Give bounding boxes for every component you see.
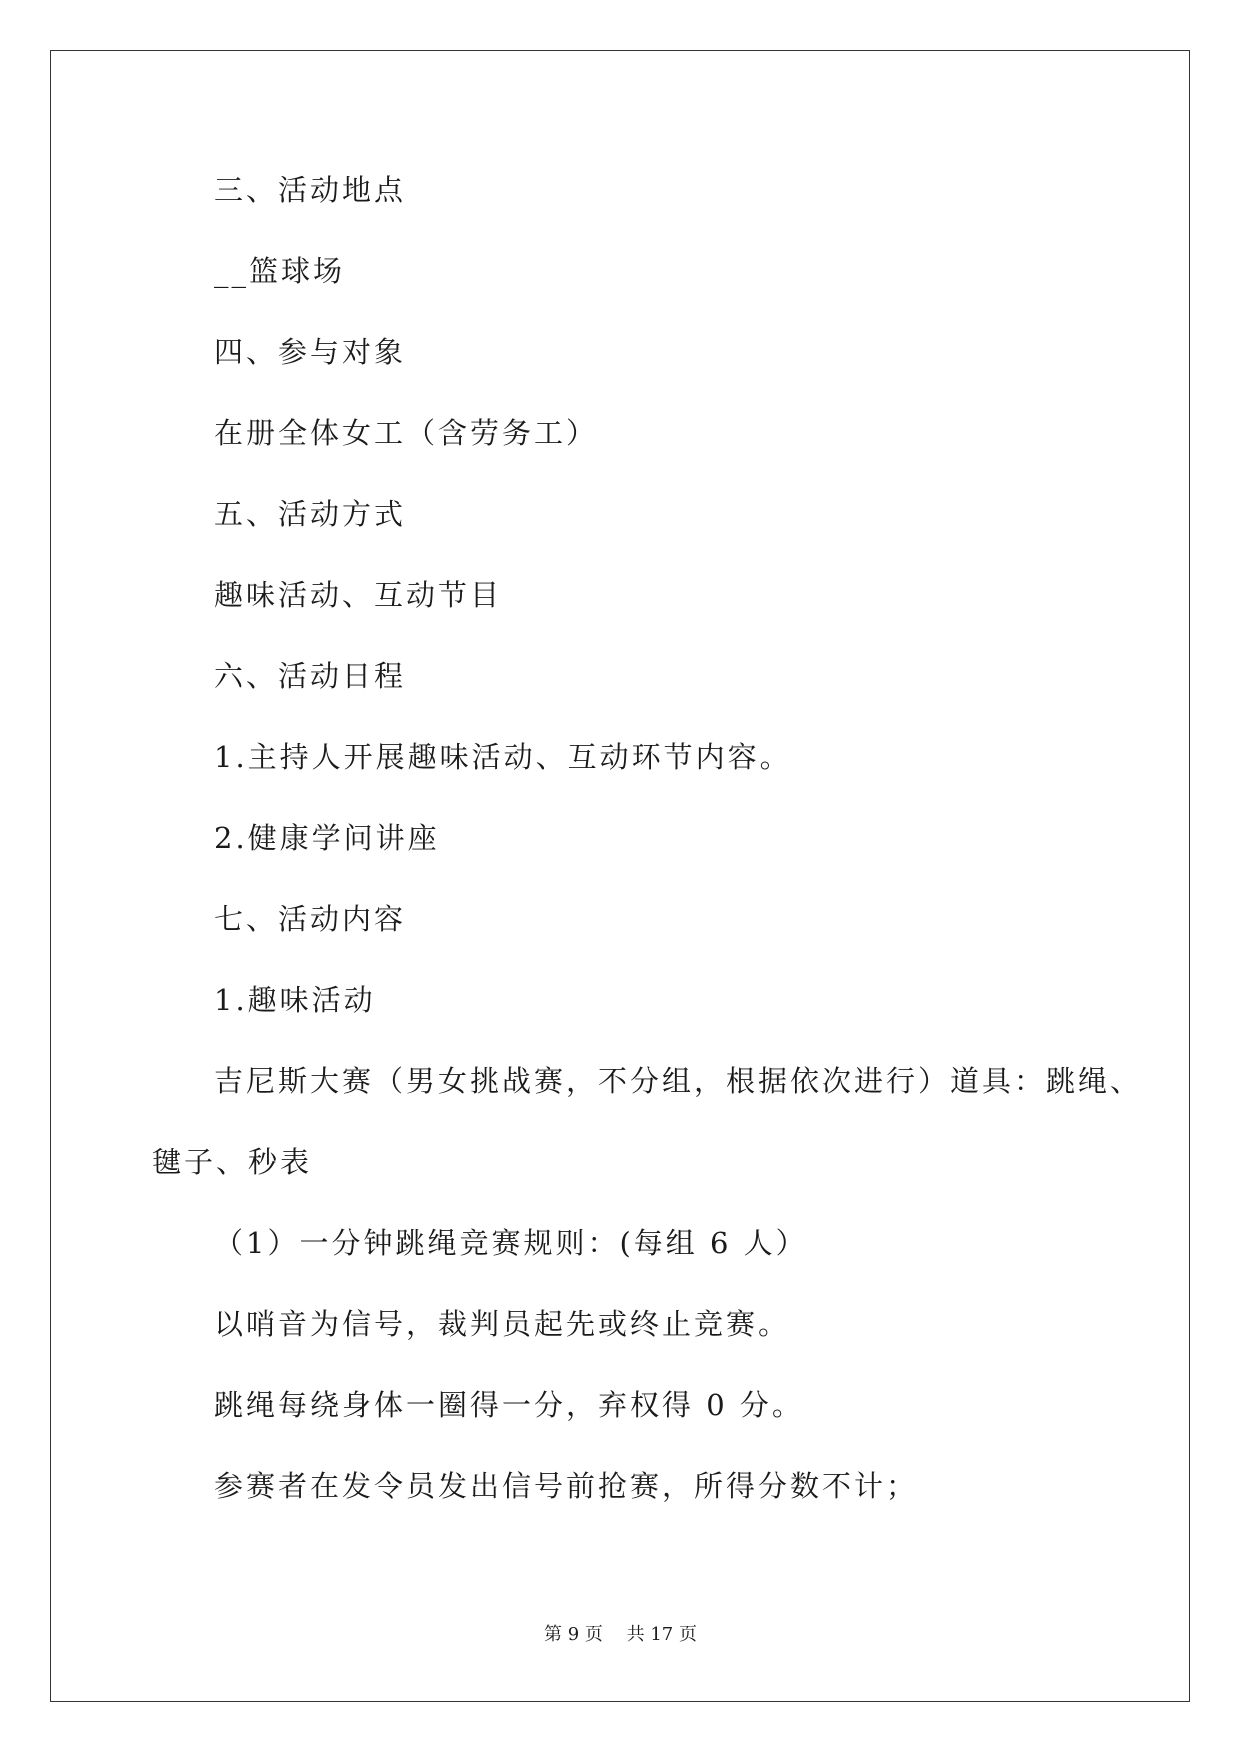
text-participants: 在册全体女工（含劳务工） (214, 416, 599, 450)
schedule-item-1: 1.主持人开展趣味活动、互动环节内容。 (214, 740, 792, 774)
content-item-1: 1.趣味活动 (214, 983, 376, 1017)
heading-activity-format: 五、活动方式 (214, 497, 407, 531)
rule-false-start: 参赛者在发令员发出信号前抢赛，所得分数不计； (214, 1469, 919, 1503)
heading-activity-content: 七、活动内容 (214, 902, 407, 936)
heading-participants: 四、参与对象 (214, 335, 407, 369)
page-number-footer: 第 9 页 共 17 页 (544, 1624, 697, 1645)
heading-activity-location: 三、活动地点 (214, 173, 407, 207)
schedule-item-2: 2.健康学问讲座 (214, 821, 440, 855)
paragraph-guinness-contest-line2: 毽子、秒表 (152, 1145, 313, 1179)
text-activity-format: 趣味活动、互动节目 (214, 578, 503, 612)
text-location-basketball-court: __篮球场 (214, 254, 346, 288)
rule-whistle-signal: 以哨音为信号，裁判员起先或终止竞赛。 (214, 1307, 791, 1341)
heading-activity-schedule: 六、活动日程 (214, 659, 407, 693)
paragraph-guinness-contest-line1: 吉尼斯大赛（男女挑战赛，不分组，根据依次进行）道具：跳绳、 (214, 1064, 1143, 1098)
page-border (50, 50, 1190, 1702)
rule-heading-jump-rope: （1）一分钟跳绳竞赛规则：(每组 6 人） (214, 1226, 808, 1260)
rule-scoring: 跳绳每绕身体一圈得一分，弃权得 0 分。 (214, 1388, 804, 1422)
